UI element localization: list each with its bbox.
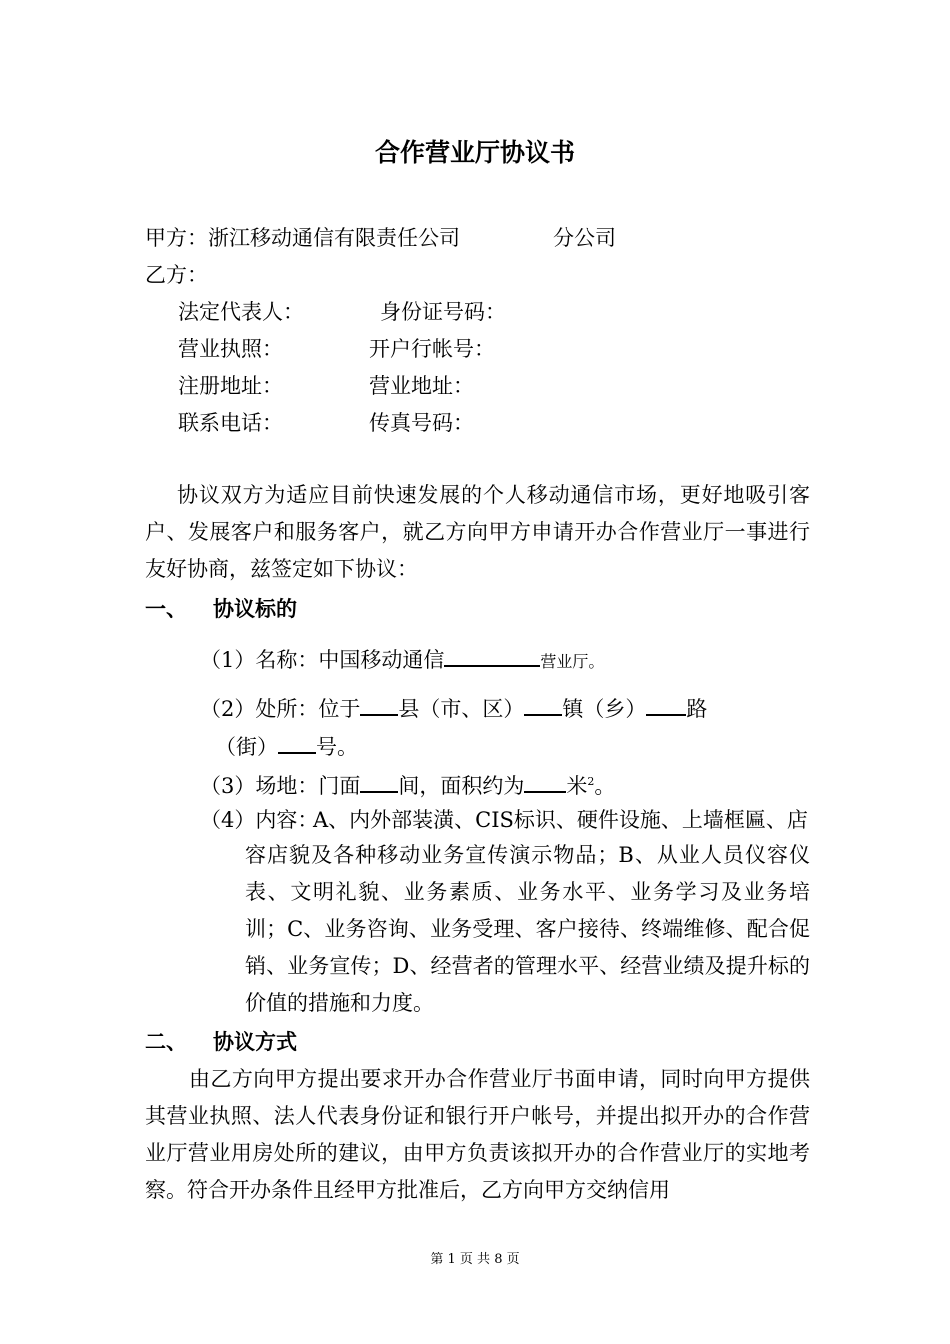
road-blank — [646, 694, 686, 716]
item3-part-d: 。 — [594, 774, 616, 798]
square-superscript: 2 — [587, 775, 595, 788]
party-a-branch: 分公司 — [553, 226, 616, 250]
party-b-line: 乙方： — [145, 263, 208, 287]
section2-body: 由乙方向甲方提出要求开办合作营业厅书面申请，同时向甲方提供其营业执照、法人代表身份证和银行开户帐号，并提出拟开办的合作营业厅营业用房处所的建议，由甲方负责该拟开办的合作营业厅的实地考察。符合开办条件且经甲方批准后，乙方向甲方交纳信用 — [145, 1067, 810, 1202]
area-blank — [524, 771, 566, 793]
item4-label: （4）内容： — [200, 808, 319, 832]
section2-heading: 协议方式 — [213, 1029, 297, 1054]
bank-account-label: 开户行帐号： — [369, 337, 495, 361]
item2-part-a: （2）处所：位于 — [200, 697, 361, 721]
registered-address-label: 注册地址： — [178, 374, 283, 398]
id-number-label: 身份证号码： — [380, 300, 506, 324]
rooms-blank — [360, 771, 398, 793]
section2-number: 二、 — [145, 1029, 187, 1054]
phone-label: 联系电话： — [178, 411, 283, 435]
number-blank — [278, 732, 316, 754]
item2-part-f: 号。 — [316, 735, 358, 759]
legal-rep-label: 法定代表人： — [178, 300, 304, 324]
item2-location — [200, 694, 707, 723]
item4-content: 容店貌及各种移动业务宣传演示物品；B、从业人员仪容仪表、文明礼貌、业务素质、业务水平、业务学习及业务培训；C、业务咨询、业务受理、客户接待、终端维修、配合促销、业务宣传；D、经营者的管理水平、经营业绩及提升标的价值的措施和力度。 — [245, 843, 810, 1015]
fax-label: 传真号码： — [369, 411, 474, 435]
item2-part-b: 县（市、区） — [398, 697, 525, 721]
item2-part-e: （街） — [215, 735, 278, 759]
party-a-line: 甲方：浙江移动通信有限责任公司 — [145, 226, 460, 250]
town-blank — [524, 694, 562, 716]
item1-suffix: 营业厅。 — [540, 652, 605, 671]
business-address-label: 营业地址： — [369, 374, 474, 398]
item3-part-a: （3）场地：门面 — [200, 774, 361, 798]
item1-blank — [444, 645, 540, 667]
business-license-label: 营业执照： — [178, 337, 283, 361]
page-footer: 第 1 页 共 8 页 — [430, 1252, 520, 1267]
section1-number: 一、 — [145, 596, 187, 621]
item4-first-line: A、内外部装潢、CIS标识、硬件设施、上墙框匾、店 — [313, 808, 808, 832]
item3-part-c: 米 — [566, 774, 588, 798]
item3-site — [200, 768, 615, 800]
section1-heading: 协议标的 — [213, 596, 297, 621]
item2-part-c: 镇（乡） — [562, 697, 647, 721]
document-title: 合作营业厅协议书 — [374, 138, 575, 167]
item2-part-d: 路 — [686, 697, 708, 721]
item1-name — [200, 645, 604, 676]
item1-prefix: （1）名称：中国移动通信 — [200, 648, 445, 672]
intro-paragraph: 协议双方为适应目前快速发展的个人移动通信市场，更好地吸引客户、发展客户和服务客户，就乙方向甲方申请开办合作营业厅一事进行友好协商，兹签定如下协议： — [145, 483, 810, 581]
county-blank — [360, 694, 398, 716]
item2-location-cont — [215, 732, 358, 761]
item3-part-b: 间，面积约为 — [398, 774, 525, 798]
